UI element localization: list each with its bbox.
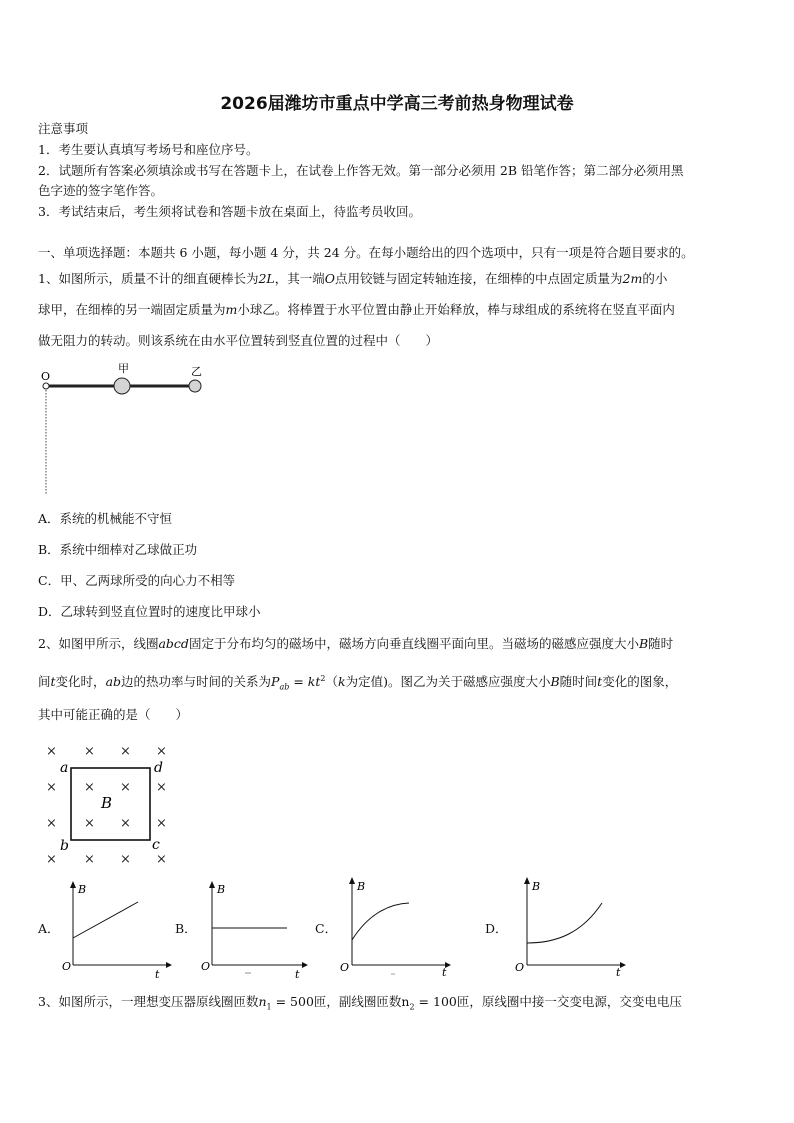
svg-text:×: × [156,852,167,867]
section-heading: 一、单项选择题：本题共 6 小题，每小题 4 分，共 24 分。在每小题给出的四个选项中，只有一项是符合题目要求的。 [38,245,694,260]
svg-text:×: × [46,816,57,831]
svg-text:×: × [156,780,167,795]
q2-option-d-label: D． [485,921,508,936]
q1-rod-figure [36,360,216,500]
q2-line3: 其中可能正确的是（ ） [38,707,189,722]
q1-line3: 做无阻力的转动。则该系统在由水平位置转到竖直位置的过程中（ ） [38,333,439,348]
q1-option-b: B．系统中细棒对乙球做正功 [38,542,198,557]
svg-text:×: × [156,744,167,759]
label-yi: 乙 [191,365,202,378]
axis-label-x: t [616,966,621,979]
svg-text:×: × [84,744,95,759]
label-a: a [60,760,69,776]
axis-label-y: B [78,883,87,896]
notice-heading: 注意事项 [38,121,89,136]
q2-line2: 间t变化时，ab边的热功率与时间的关系为$P_{ab} = kt^2(k$为定值)。图乙为关于磁感应强度大小B随时间t变化的图象， [38,674,678,692]
label-b: b [60,838,69,854]
axis-label-x: t [295,968,300,980]
svg-text:×: × [46,852,57,867]
axis-label-y: B [532,880,541,893]
q3-line1: 3、如图所示，一理想变压器原线圈匝数$n_1 = 500$匝，副线圈匝数$n_2 = 100$匝，原线圈中接一交变电源，交变电电压 [38,994,682,1012]
axis-origin: O [515,961,525,974]
q1-option-d: D．乙球转到竖直位置时的速度比甲球小 [38,604,261,619]
axis-origin: O [62,960,72,973]
svg-text:×: × [120,852,131,867]
q1-option-c: C．甲、乙两球所受的向心力不相等 [38,573,236,588]
q2-coil-figure [40,738,180,868]
graph-curve [73,902,138,938]
svg-text:×: × [46,780,57,795]
notice-item: 3．考试结束后，考生须将试卷和答题卡放在桌面上，待监考员收回。 [38,204,421,219]
label-o: O [41,370,51,383]
q2-graph-d [512,876,632,980]
notice-item: 1．考生要认真填写考场号和座位序号。 [38,142,259,157]
q2-option-c-label: C． [315,921,338,936]
axis-label-x: t [155,968,160,980]
notice-item: 2．试题所有答案必须填涂或书写在答题卡上，在试卷上作答无效。第一部分必须用 2B 铅笔作答；第二部分必须用黑 [38,163,684,178]
axis-origin: O [201,960,211,973]
notice-item: 色字迹的签字笔作答。 [38,183,164,198]
axis-label-y: B [217,883,226,896]
q2-graph-c [337,876,457,980]
svg-text:×: × [84,852,95,867]
pivot-point [43,383,49,389]
q2-graph-a [58,880,173,980]
label-d: d [154,760,163,776]
svg-text:×: × [120,780,131,795]
graph-curve [352,903,409,940]
label-B: B [101,794,113,812]
ball-yi [189,380,201,392]
svg-text:×: × [120,816,131,831]
q1-line2: 球甲，在细棒的另一端固定质量为m小球乙。将棒置于水平位置由静止开始释放，棒与球组成的系统将在竖直平面内 [38,302,675,317]
q2-graph-b [197,880,312,980]
axis-label-x: t [442,966,447,979]
q2-option-a-label: A． [38,921,60,936]
axis-origin: O [340,961,350,974]
svg-text:×: × [46,744,57,759]
label-jia: 甲 [118,362,129,375]
graph-curve [527,903,602,943]
label-c: c [152,837,160,853]
q1-option-a: A．系统的机械能不守恒 [38,511,173,526]
svg-text:×: × [120,744,131,759]
q1-line1: 1、如图所示，质量不计的细直硬棒长为2L，其一端O点用铰链与固定转轴连接，在细棒的中点固定质量为2m的小 [38,271,668,286]
q2-line1: 2、如图甲所示，线圈abcd固定于分布均匀的磁场中，磁场方向垂直线圈平面向里。当磁场的磁感应强度大小B随时 [38,636,674,651]
axis-label-y: B [357,880,366,893]
q2-option-b-label: B． [175,921,197,936]
svg-text:×: × [84,780,95,795]
page-title: 2026届潍坊市重点中学高三考前热身物理试卷 [220,94,574,114]
ball-jia [114,378,130,394]
svg-text:×: × [84,816,95,831]
svg-text:×: × [156,816,167,831]
